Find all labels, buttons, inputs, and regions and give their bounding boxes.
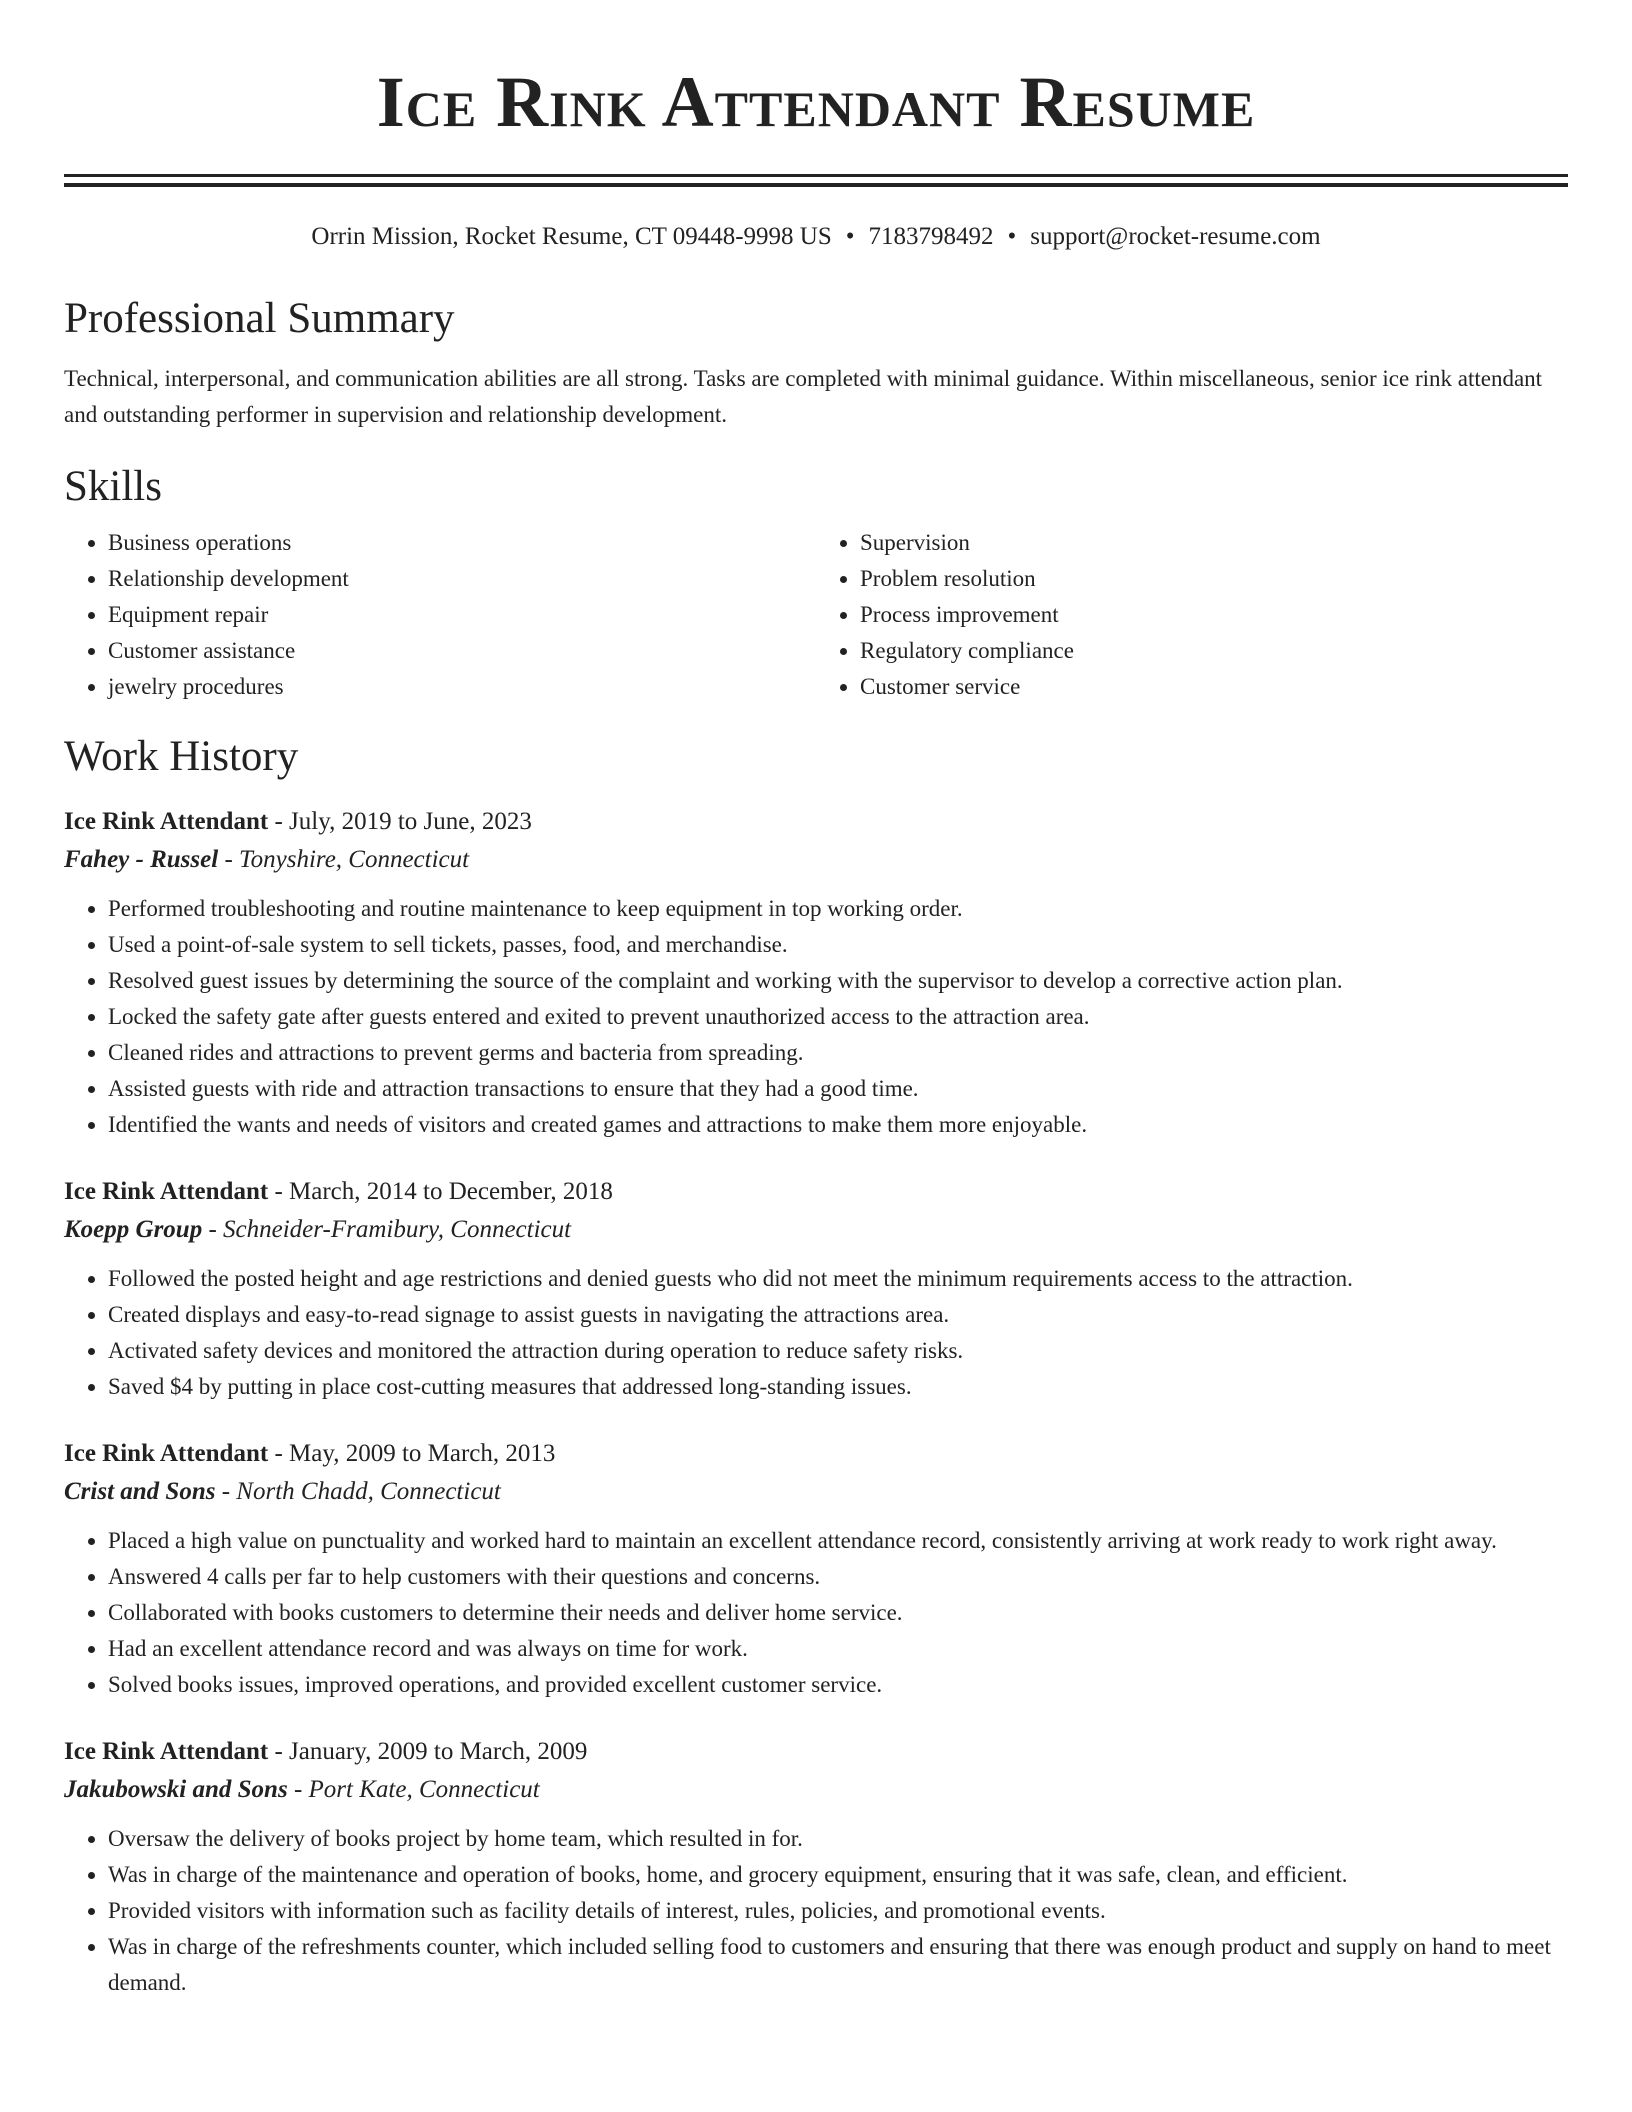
job-dates: - March, 2014 to December, 2018: [268, 1178, 613, 1205]
company-line: [64, 1211, 1568, 1249]
job-title-line: [64, 1733, 1568, 1771]
contact-line: [64, 221, 1568, 253]
job-title: Ice Rink Attendant: [64, 1178, 269, 1205]
job-bullet: • Resolved guest issues by determining the source of the complaint and working with the supervisor to develop a corrective action plan.: [108, 963, 1568, 999]
contact-separator: •: [1007, 223, 1017, 250]
summary-text: Technical, interpersonal, and communication abilities are all strong. Tasks are completed with minimal guidance. Within miscellaneous, senior ice rink attendant and outstanding performer in supervision and relationship development.: [64, 366, 1543, 427]
job-bullets: [64, 1523, 1568, 1703]
contact-separator: •: [845, 223, 855, 250]
skills-list: [64, 525, 1568, 705]
contact-address: Orrin Mission, Rocket Resume, CT 09448-9998 US: [311, 223, 832, 250]
skill-item: • jewelry procedures: [108, 669, 816, 705]
contact-phone: 7183798492: [868, 223, 994, 250]
job-bullet: • Saved $4 by putting in place cost-cutting measures that addressed long-standing issues.: [108, 1369, 1568, 1405]
skill-item: • Business operations: [108, 525, 816, 561]
job-bullet: • Created displays and easy-to-read signage to assist guests in navigating the attractions area.: [108, 1297, 1568, 1333]
job-bullet: • Was in charge of the refreshments counter, which included selling food to customers and ensuring that there was enough product and supply on hand to meet demand.: [108, 1929, 1568, 2001]
skill-item: • Relationship development: [108, 561, 816, 597]
job-title: Ice Rink Attendant: [64, 808, 269, 835]
job-dates: - May, 2009 to March, 2013: [268, 1440, 556, 1467]
job-bullet: • Identified the wants and needs of visitors and created games and attractions to make them more enjoyable.: [108, 1107, 1568, 1143]
summary-heading: Professional Summary: [64, 295, 455, 342]
job-bullet: • Followed the posted height and age restrictions and denied guests who did not meet the minimum requirements access to the attraction.: [108, 1261, 1568, 1297]
job-bullet: • Solved books issues, improved operations, and provided excellent customer service.: [108, 1667, 1568, 1703]
job-title: Ice Rink Attendant: [64, 1738, 269, 1765]
job-bullet: • Activated safety devices and monitored the attraction during operation to reduce safety risks.: [108, 1333, 1568, 1369]
job-title: Ice Rink Attendant: [64, 1440, 269, 1467]
work-history-heading: Work History: [64, 733, 299, 780]
job-bullets: [64, 891, 1568, 1143]
skill-item: • Problem resolution: [860, 561, 1568, 597]
company-location: - Tonyshire, Connecticut: [218, 846, 470, 873]
company-line: [64, 841, 1568, 879]
job-entry: [64, 1435, 1568, 1703]
job-bullets: [64, 1821, 1568, 2001]
skills-heading: Skills: [64, 463, 162, 510]
company-name: Crist and Sons: [64, 1478, 216, 1505]
job-bullet: • Placed a high value on punctuality and worked hard to maintain an excellent attendance record, consistently arriving at work ready to work right away.: [108, 1523, 1568, 1559]
company-location: - North Chadd, Connecticut: [215, 1478, 501, 1505]
job-dates: - January, 2009 to March, 2009: [268, 1738, 588, 1765]
skill-item: • Customer service: [860, 669, 1568, 705]
job-title-line: [64, 1173, 1568, 1211]
skill-item: • Regulatory compliance: [860, 633, 1568, 669]
skill-item: • Equipment repair: [108, 597, 816, 633]
job-entry: [64, 1733, 1568, 2001]
job-bullet: • Answered 4 calls per far to help customers with their questions and concerns.: [108, 1559, 1568, 1595]
skill-item: • Supervision: [860, 525, 1568, 561]
job-dates: - July, 2019 to June, 2023: [268, 808, 532, 835]
job-title-line: [64, 1435, 1568, 1473]
contact-email: support@rocket-resume.com: [1030, 223, 1321, 250]
company-name: Fahey - Russel: [64, 846, 219, 873]
job-bullet: • Performed troubleshooting and routine maintenance to keep equipment in top working order.: [108, 891, 1568, 927]
job-title-line: [64, 803, 1568, 841]
job-bullet: • Collaborated with books customers to determine their needs and deliver home service.: [108, 1595, 1568, 1631]
job-bullet: • Locked the safety gate after guests entered and exited to prevent unauthorized access to the attraction area.: [108, 999, 1568, 1035]
job-bullet: • Oversaw the delivery of books project by home team, which resulted in for.: [108, 1821, 1568, 1857]
job-bullet: • Cleaned rides and attractions to prevent germs and bacteria from spreading.: [108, 1035, 1568, 1071]
company-location: - Schneider-Framibury, Connecticut: [202, 1216, 572, 1243]
skills-column-right: [816, 525, 1568, 705]
job-bullets: [64, 1261, 1568, 1405]
header-divider-bottom: [64, 183, 1568, 187]
company-name: Jakubowski and Sons: [64, 1776, 288, 1803]
company-line: [64, 1473, 1568, 1511]
company-name: Koepp Group: [64, 1216, 203, 1243]
skill-item: • Process improvement: [860, 597, 1568, 633]
job-entry: [64, 1173, 1568, 1405]
header-divider-top: [64, 174, 1568, 177]
job-entry: [64, 803, 1568, 1143]
company-location: - Port Kate, Connecticut: [287, 1776, 540, 1803]
company-line: [64, 1771, 1568, 1809]
job-bullet: • Assisted guests with ride and attraction transactions to ensure that they had a good time.: [108, 1071, 1568, 1107]
skill-item: • Customer assistance: [108, 633, 816, 669]
job-bullet: • Provided visitors with information such as facility details of interest, rules, policies, and promotional events.: [108, 1893, 1568, 1929]
resume-title: Ice Rink Attendant Resume: [376, 62, 1256, 142]
job-bullet: • Was in charge of the maintenance and operation of books, home, and grocery equipment, ensuring that it was safe, clean, and efficient.: [108, 1857, 1568, 1893]
skills-column-left: [64, 525, 816, 705]
job-bullet: • Used a point-of-sale system to sell tickets, passes, food, and merchandise.: [108, 927, 1568, 963]
job-bullet: • Had an excellent attendance record and was always on time for work.: [108, 1631, 1568, 1667]
